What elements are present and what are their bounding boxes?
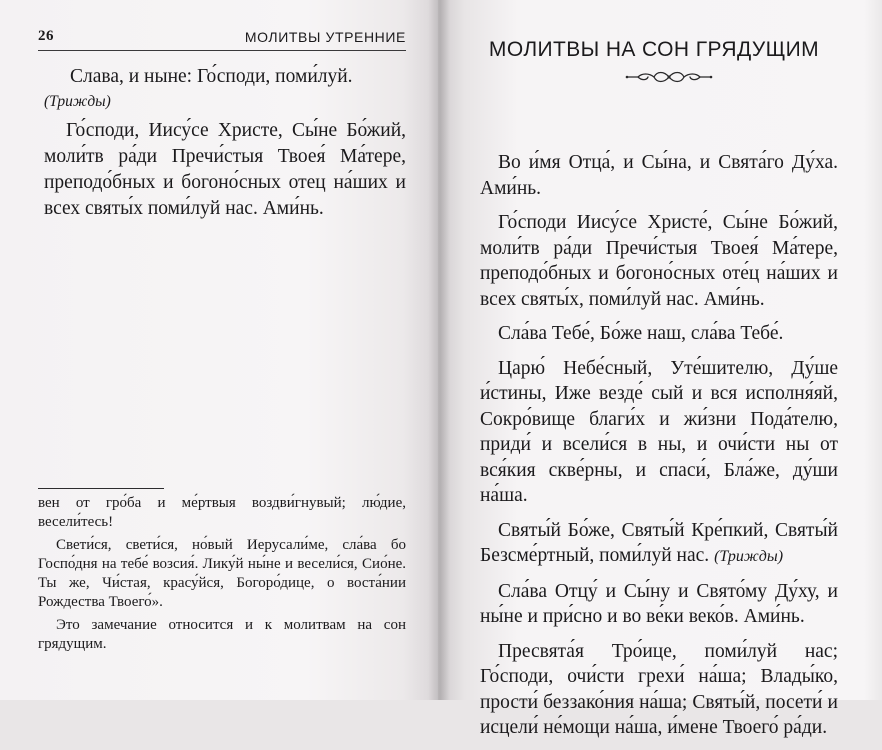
prayer-paragraph: Царю́ Небе́сный, Уте́шителю, Ду́ше и́стины, Иже везде́ сый и вся исполня́яй, Сокро́вище благи́х и жи́зни Пода́телю, приди́ и всели́ся в ны, и очи́сти ны от вся́кия скве́рны, и спаси́, Бла́же, ду́ши на́ша. (480, 357, 838, 506)
left-paragraph-doxology: Слава, и ныне: Го́споди, поми́луй. (70, 66, 353, 87)
section-title: МОЛИТВЫ НА СОН ГРЯДУЩИМ (488, 38, 820, 61)
flourish-ornament-icon (624, 70, 714, 84)
left-rubric-note: (Трижды) (44, 93, 111, 110)
left-page-body (44, 64, 406, 230)
prayer-paragraph: Сла́ва Отцу́ и Сы́ну и Свято́му Ду́ху, и ны́не и при́сно и во ве́ки веко́в. Ами́нь. (480, 580, 838, 627)
footnotes (38, 494, 406, 658)
page-edge-shadow (864, 0, 882, 700)
prayer-paragraph: Го́споди Иису́се Христе́, Сы́не Бо́жий, моли́тв ра́ди Пречи́стыя Твоея́ Ма́тере, преподо́бных и богоно́сных оте́ц на́ших и всех святы́х, поми́луй нас. Ами́нь. (480, 212, 838, 310)
footnote-line: Свети́ся, свети́ся, но́вый Иерусали́ме, сла́ва бо Госпо́дня на тебе́ возсия́. Лику́й ны́не и весели́ся, Сио́не. Ты же, Чи́стая, красу́йся, Богоро́дице, о воста́нии Рождества Твоего́». (38, 537, 406, 610)
prayer-paragraph-trisagion (480, 518, 838, 570)
right-page-body (480, 150, 838, 750)
trisagion-text: Святы́й Бо́же, Святы́й Кре́пкий, Святы́й Безсме́ртный, поми́луй нас. (480, 519, 838, 566)
page-number: 26 (38, 28, 54, 44)
footnote-divider (38, 488, 164, 489)
left-paragraph-jesus-prayer: Го́споди, Иису́се Христе, Сы́не Бо́жий, моли́тв ра́ди Пречи́стыя Твоея́ Ма́тере, преподо́бных и богоно́сных отец на́ших и всех святы́х поми́луй нас. Ами́нь. (44, 120, 406, 219)
inline-rubric-note: (Трижды) (714, 548, 784, 565)
footnote-line: Это замечание относится и к молитвам на сон грядущим. (38, 617, 406, 652)
running-head: МОЛИТВЫ УТРЕННИЕ (244, 29, 406, 45)
prayer-paragraph: Сла́ва Тебе́, Бо́же наш, сла́ва Тебе́. (498, 323, 784, 344)
left-page-header (38, 26, 406, 51)
prayer-paragraph: Во и́мя Отца́, и Сы́на, и Свята́го Ду́ха. Ами́нь. (480, 152, 838, 199)
footnote-line: вен от гро́ба и ме́ртвыя воздви́гнувый; лю́дие, весели́тесь! (38, 495, 406, 530)
prayer-paragraph: Пресвята́я Тро́ице, поми́луй нас; Го́споди, очи́сти грехи́ на́ша; Влады́ко, прости́ беззако́ния на́ша; Святы́й, посети́ и исцели́ не́мощи на́ша, и́мене Твоего́ ра́ди. (480, 640, 838, 738)
